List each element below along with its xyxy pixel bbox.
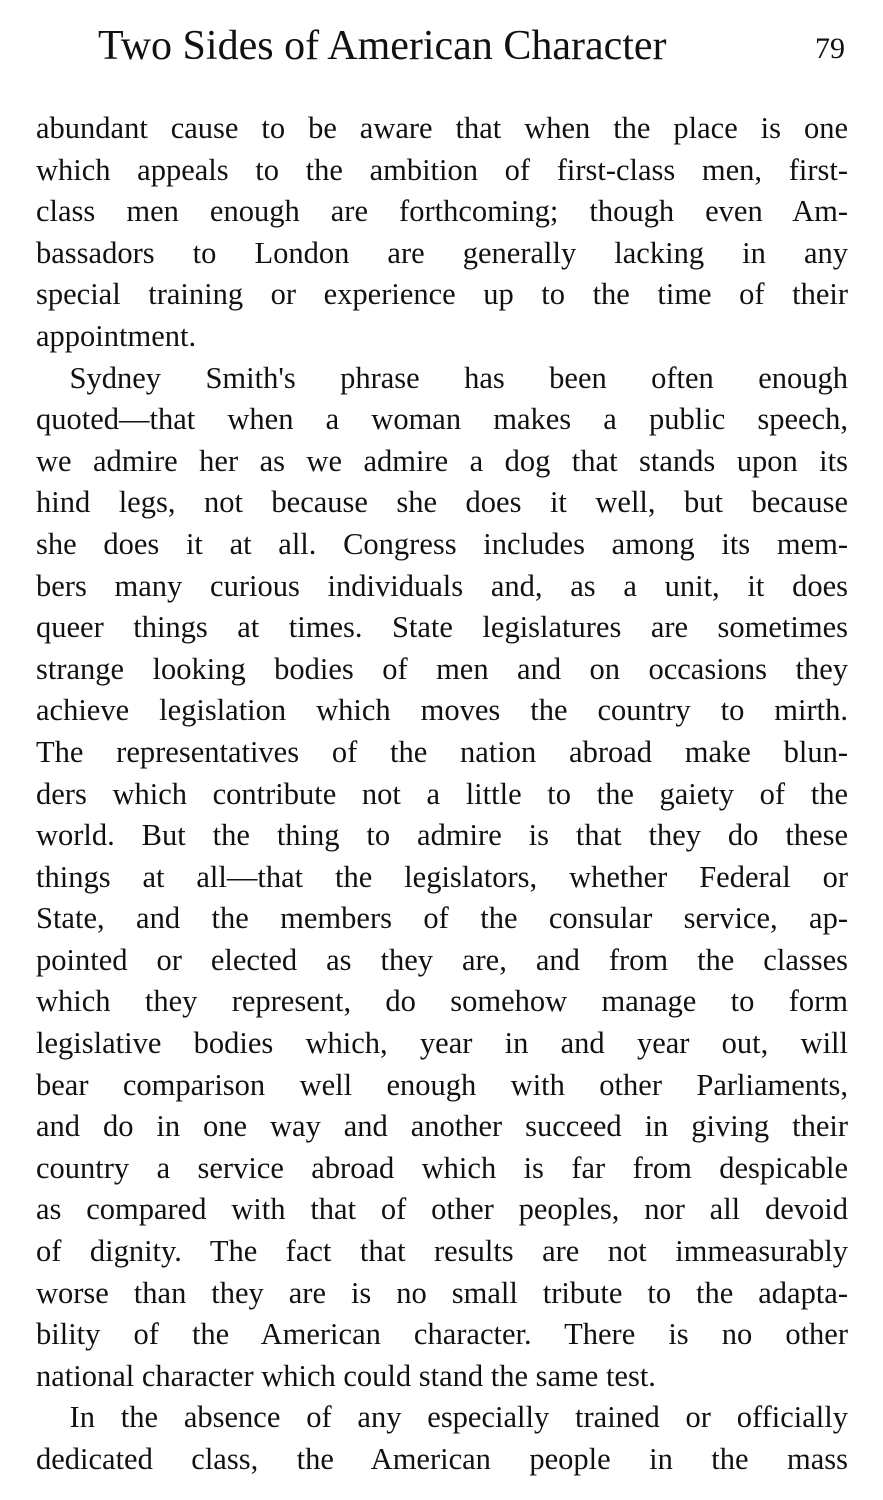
text-line: we admire her as we admire a dog that stands upon its [36, 443, 848, 478]
text-line: class men enough are forthcoming; though even Am- [36, 194, 848, 229]
body-text [36, 108, 848, 1481]
text-line: worse than they are is no small tribute to the adapta- [36, 1275, 848, 1310]
text-line: bassadors to London are generally lacking in any [36, 235, 848, 270]
text-line: pointed or elected as they are, and from the classes [36, 942, 848, 977]
text-line: of dignity. The fact that results are not immeasurably [36, 1234, 848, 1269]
text-line: bility of the American character. There is no other [36, 1317, 848, 1352]
text-line: which they represent, do somehow manage to form [36, 984, 848, 1019]
text-line: things at all—that the legislators, whether Federal or [36, 859, 848, 894]
text-line: which appeals to the ambition of first-class men, first- [36, 152, 848, 187]
text-line: she does it at all. Congress includes among its mem- [36, 526, 848, 561]
text-line: bers many curious individuals and, as a unit, it does [36, 568, 848, 603]
text-line: country a service abroad which is far from despicable [36, 1150, 848, 1185]
text-line: hind legs, not because she does it well, but because [36, 485, 848, 520]
text-line: The representatives of the nation abroad make blun- [36, 734, 848, 769]
running-title: Two Sides of American Character [98, 23, 667, 69]
text-line: strange looking bodies of men and on occasions they [36, 651, 848, 686]
text-line: and do in one way and another succeed in giving their [36, 1109, 848, 1144]
running-head [0, 18, 845, 78]
page-number: 79 [815, 32, 845, 65]
text-line: In the absence of any especially trained or officially [69, 1400, 848, 1435]
text-line: abundant cause to be aware that when the place is one [36, 111, 848, 145]
text-line: Sydney Smith's phrase has been often enough [69, 360, 848, 395]
text-line: ders which contribute not a little to the gaiety of the [36, 776, 848, 811]
text-line: quoted—that when a woman makes a public speech, [36, 402, 848, 437]
text-line: appointment. [36, 318, 197, 353]
text-line: achieve legislation which moves the country to mirth. [36, 693, 848, 728]
text-line: special training or experience up to the time of their [36, 277, 848, 312]
text-line: as compared with that of other peoples, nor all devoid [36, 1192, 848, 1227]
text-line: world. But the thing to admire is that they do these [36, 818, 848, 853]
text-line: legislative bodies which, year in and year out, will [36, 1026, 848, 1061]
text-line: bear comparison well enough with other Parliaments, [36, 1067, 848, 1102]
text-line: State, and the members of the consular service, ap- [36, 901, 848, 936]
text-line: dedicated class, the American people in the mass [36, 1442, 848, 1476]
text-line: national character which could stand the same test. [36, 1358, 656, 1393]
text-line: queer things at times. State legislatures are sometimes [36, 610, 848, 645]
